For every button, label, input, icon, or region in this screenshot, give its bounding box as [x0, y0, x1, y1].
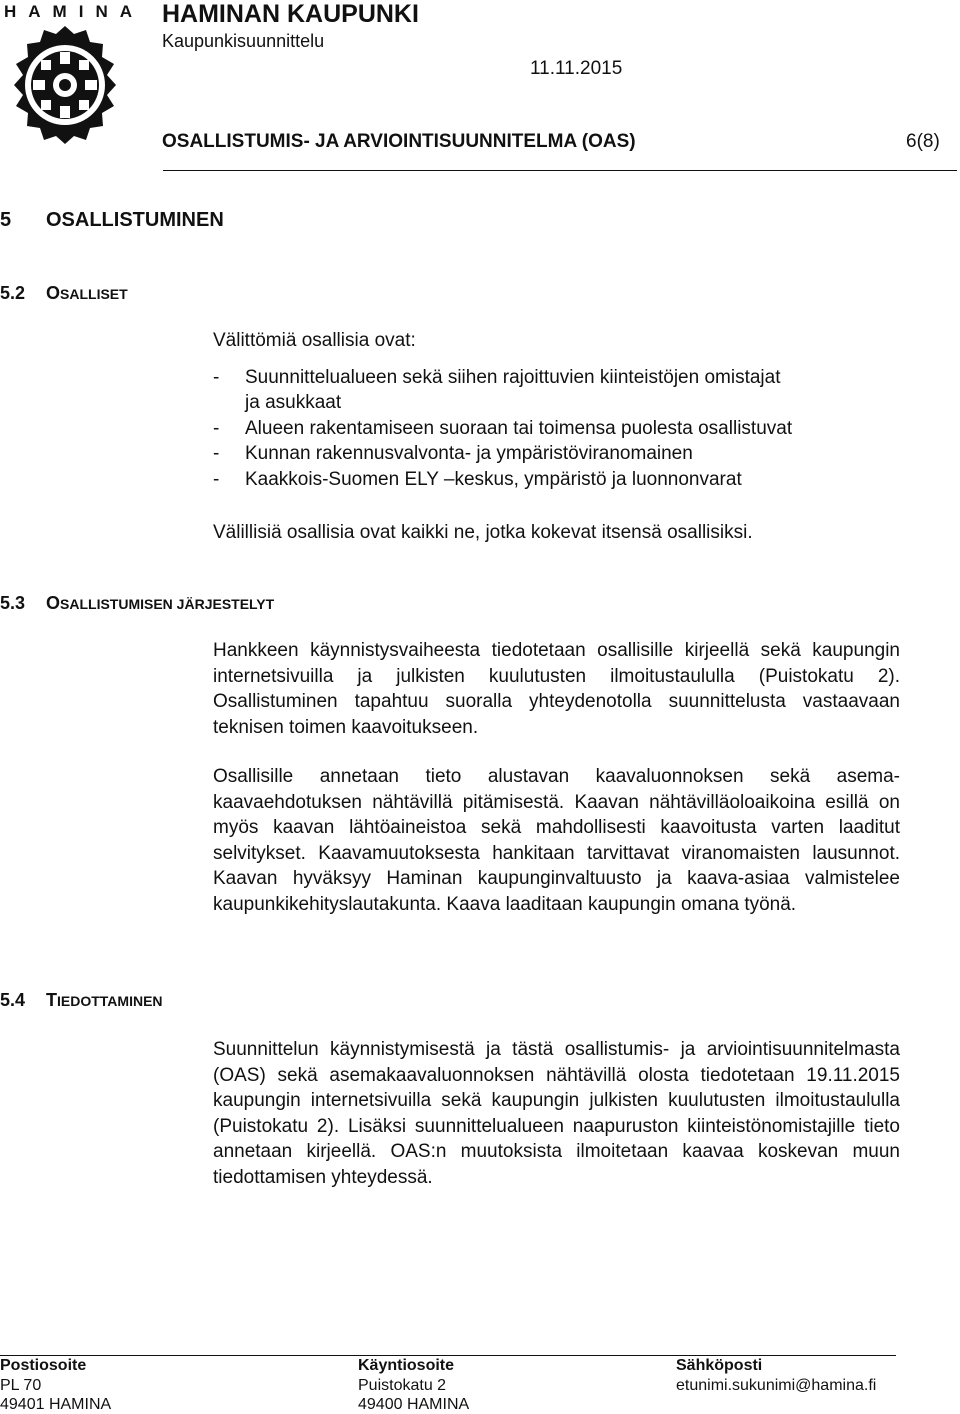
footer-visit-line: Puistokatu 2	[358, 1377, 447, 1394]
subsection-heading	[0, 593, 274, 614]
list-item-continuation: ja asukkaat	[245, 392, 342, 413]
footer-email-link[interactable]: etunimi.sukunimi@hamina.fi	[676, 1377, 877, 1394]
paragraph: Osallisille annetaan tieto alustavan kaavaluonnoksen sekä asemakaavaehdotuksen nähtävillä pitämisestä. Kaavan nähtävilläoloaikoina esillä on myös kaavan lähtöaineistoa sekä mahdollisesti kaavoitusta varten laaditut selvitykset. Kaavamuutoksesta hankitaan tarvittavat viranomaisten lausunnot. Kaavan hyväksyy Haminan kaupunginvaltuusto ja kaava-asiaa valmistelee kaupunkikehityslautakunta. Kaava laaditaan kaupungin omana työnä.	[213, 766, 900, 915]
department-name: Kaupunkisuunnittelu	[162, 31, 325, 51]
paragraph: Välillisiä osallisia ovat kaikki ne, jotka kokevat itsensä osallisiksi.	[213, 522, 753, 543]
city-coat-of-arms-icon	[6, 24, 124, 146]
list-item: - Suunnittelualueen sekä siihen rajoittuvien kiinteistöjen omistajat	[213, 367, 781, 388]
list-item: - Kunnan rakennusvalvonta- ja ympäristöviranomainen	[213, 443, 693, 464]
organization-name: HAMINAN KAUPUNKI	[162, 0, 419, 28]
subsection-number: 5.2	[0, 283, 26, 303]
subsection-number: 5.4	[0, 990, 26, 1010]
document-title: OSALLISTUMIS- JA ARVIOINTISUUNNITELMA (OAS)	[162, 131, 636, 152]
subsection-heading	[0, 283, 128, 304]
paragraph: Suunnittelun käynnistymisestä ja tästä osallistumis- ja arviointisuunnitelmasta (OAS) sekä asemakaavaluonnoksen nähtävillä olosta tiedotetaan 19.11.2015 kaupungin internetsivuilla sekä kaupungin julkisten kuulutusten ilmoitustaululla (Puistokatu 2). Lisäksi suunnittelualueen naapuruston kiinteistönomistajille tieto annetaan kirjeellä. OAS:n muutoksista ilmoitetaan kaavaa koskevan muun tiedottamisen yhteydessä.	[213, 1039, 900, 1188]
subsection-title-initial: T	[46, 990, 57, 1010]
subsection-number: 5.3	[0, 593, 26, 613]
footer-postal-line: PL 70	[0, 1377, 42, 1394]
section-heading	[0, 209, 224, 232]
logo-wordmark: HAMINA	[4, 2, 144, 21]
list-item: - Alueen rakentamiseen suoraan tai toimensa puolesta osallistuvat	[213, 418, 793, 439]
list-item: - Kaakkois-Suomen ELY –keskus, ympäristö ja luonnonvarat	[213, 469, 742, 490]
section-number: 5	[0, 209, 12, 231]
paragraph: Hankkeen käynnistysvaiheesta tiedotetaan osallisille kirjeellä sekä kaupungin internetsivuilla ja julkisten kuulutusten ilmoitustaululla (Puistokatu 2). Osallistuminen tapahtuu suoralla yhteydenotolla suunnittelusta vastaavaan teknisen toimen kaavoitukseen.	[213, 640, 900, 738]
footer-divider	[0, 1355, 896, 1356]
subsection-title-initial: O	[46, 283, 61, 303]
footer-postal-label: Postiosoite	[0, 1357, 87, 1374]
subsection-title: IEDOTTAMINEN	[57, 993, 163, 1009]
header-divider	[163, 170, 957, 171]
subsection-title: SALLISET	[60, 286, 128, 302]
subsection-heading	[0, 990, 163, 1011]
subsection-title-initial: O	[46, 593, 61, 613]
footer-postal-line: 49401 HAMINA	[0, 1396, 112, 1413]
section-title: OSALLISTUMINEN	[46, 209, 224, 231]
subsection-title: SALLISTUMISEN JÄRJESTELYT	[60, 596, 275, 612]
paragraph: Välittömiä osallisia ovat:	[213, 330, 416, 351]
page-number: 6(8)	[906, 131, 940, 152]
document-date: 11.11.2015	[530, 58, 623, 79]
footer-email-label: Sähköposti	[676, 1357, 763, 1374]
footer-visit-line: 49400 HAMINA	[358, 1396, 470, 1413]
footer-visit-label: Käyntiosoite	[358, 1357, 455, 1374]
